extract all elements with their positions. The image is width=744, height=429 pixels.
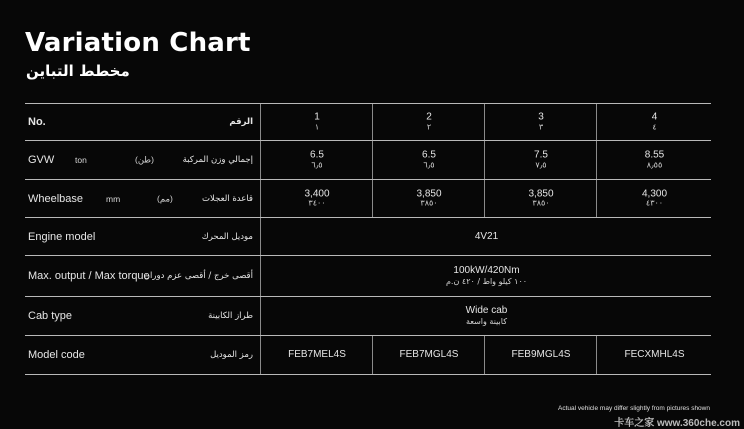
wheelbase-value-arabic: ٤٣٠٠ <box>645 198 664 208</box>
cab-label: Cab type <box>28 310 73 322</box>
wheelbase-col-4 <box>596 180 712 217</box>
gvw-value: 7.5 <box>534 149 548 161</box>
gvw-col-1 <box>260 141 373 179</box>
output-label-arabic: أقصى خرج / أقصى عزم دوران <box>143 271 253 281</box>
page-title-arabic: مخطط التباين <box>26 62 130 80</box>
wheelbase-label-arabic: قاعدة العجلات <box>202 193 253 204</box>
cab-value-cell <box>260 297 712 335</box>
no-label-arabic: الرقم <box>229 117 253 127</box>
variation-table <box>25 103 711 375</box>
wheelbase-label: Wheelbase <box>28 192 84 205</box>
wheelbase-value-arabic: ٣٨٥٠ <box>532 198 550 208</box>
header-col-3 <box>484 104 597 140</box>
no-label: No. <box>28 116 46 128</box>
wheelbase-label-cell <box>25 180 260 217</box>
engine-value-cell <box>260 218 712 255</box>
engine-label-arabic: موديل المحرك <box>201 231 253 242</box>
output-value-cell <box>260 256 712 296</box>
output-label: Max. output / Max torque <box>28 270 150 282</box>
wheelbase-value-arabic: ٣٨٥٠ <box>420 198 438 208</box>
gvw-label: GVW <box>28 154 55 166</box>
wheelbase-value: 3,400 <box>304 188 330 200</box>
model-label-cell <box>25 336 260 374</box>
cab-row <box>25 297 711 336</box>
footnote: Actual vehicle may differ slightly from pictures shown <box>558 405 710 412</box>
wheelbase-value: 3,850 <box>528 188 554 200</box>
header-value: 1 <box>314 111 320 123</box>
header-label-cell <box>25 104 260 140</box>
gvw-col-2 <box>372 141 485 179</box>
gvw-value-arabic: ٧٫٥ <box>535 160 547 170</box>
header-row <box>25 104 711 141</box>
header-value-arabic: ٢ <box>426 122 432 132</box>
wheelbase-col-1 <box>260 180 373 217</box>
cab-label-cell <box>25 297 260 335</box>
gvw-value: 6.5 <box>422 149 436 161</box>
page-title: Variation Chart <box>25 28 251 58</box>
engine-row <box>25 218 711 256</box>
model-code: FECXMHL4S <box>624 348 685 360</box>
engine-label: Engine model <box>28 230 96 243</box>
header-col-2 <box>372 104 485 140</box>
wheelbase-col-2 <box>372 180 485 217</box>
header-value: 2 <box>426 111 432 123</box>
wheelbase-row <box>25 180 711 218</box>
gvw-unit-arabic: (طن) <box>135 154 154 165</box>
model-col-1 <box>260 336 373 374</box>
gvw-value: 8.55 <box>644 149 665 161</box>
gvw-label-cell <box>25 141 260 179</box>
gvw-value-arabic: ٨٫٥٥ <box>646 160 663 170</box>
gvw-unit: ton <box>75 155 87 165</box>
model-code: FEB9MGL4S <box>511 348 571 360</box>
model-col-3 <box>484 336 597 374</box>
header-value: 4 <box>651 111 658 123</box>
model-label: Model code <box>28 349 85 361</box>
model-col-4 <box>596 336 712 374</box>
header-col-1 <box>260 104 373 140</box>
engine-value: 4V21 <box>474 230 499 242</box>
wheelbase-unit: mm <box>106 193 121 204</box>
header-col-4 <box>596 104 712 140</box>
gvw-value-arabic: ٦٫٥ <box>423 160 435 170</box>
model-code: FEB7MGL4S <box>399 348 459 360</box>
gvw-value-arabic: ٦٫٥ <box>311 160 323 170</box>
output-row <box>25 256 711 297</box>
model-code: FEB7MEL4S <box>288 348 346 360</box>
gvw-value: 6.5 <box>310 149 324 161</box>
output-value-arabic: ١٠٠ كيلو واط / ٤٢٠ ن.م <box>445 276 528 286</box>
wheelbase-unit-arabic: (مم) <box>157 193 173 203</box>
gvw-row <box>25 141 711 180</box>
header-value: 3 <box>538 111 544 123</box>
gvw-col-4 <box>596 141 712 179</box>
output-value: 100kW/420Nm <box>453 265 520 277</box>
gvw-label-arabic: إجمالي وزن المركبة <box>182 155 253 165</box>
output-label-cell <box>25 256 260 296</box>
wheelbase-value-arabic: ٣٤٠٠ <box>308 198 326 208</box>
model-label-arabic: رمز الموديل <box>210 350 253 360</box>
wheelbase-col-3 <box>484 180 597 217</box>
header-value-arabic: ٤ <box>652 122 657 132</box>
engine-label-cell <box>25 218 260 255</box>
header-value-arabic: ١ <box>314 122 320 132</box>
header-value-arabic: ٣ <box>538 122 544 132</box>
wheelbase-value: 4,300 <box>641 188 668 200</box>
model-col-2 <box>372 336 485 374</box>
cab-label-arabic: طراز الكابينة <box>208 311 253 321</box>
cab-value-arabic: كابينة واسعة <box>465 316 508 326</box>
watermark: 卡车之家 www.360che.com <box>614 418 740 429</box>
cab-value: Wide cab <box>465 305 508 317</box>
gvw-col-3 <box>484 141 597 179</box>
wheelbase-value: 3,850 <box>416 188 442 200</box>
model-row <box>25 336 711 375</box>
